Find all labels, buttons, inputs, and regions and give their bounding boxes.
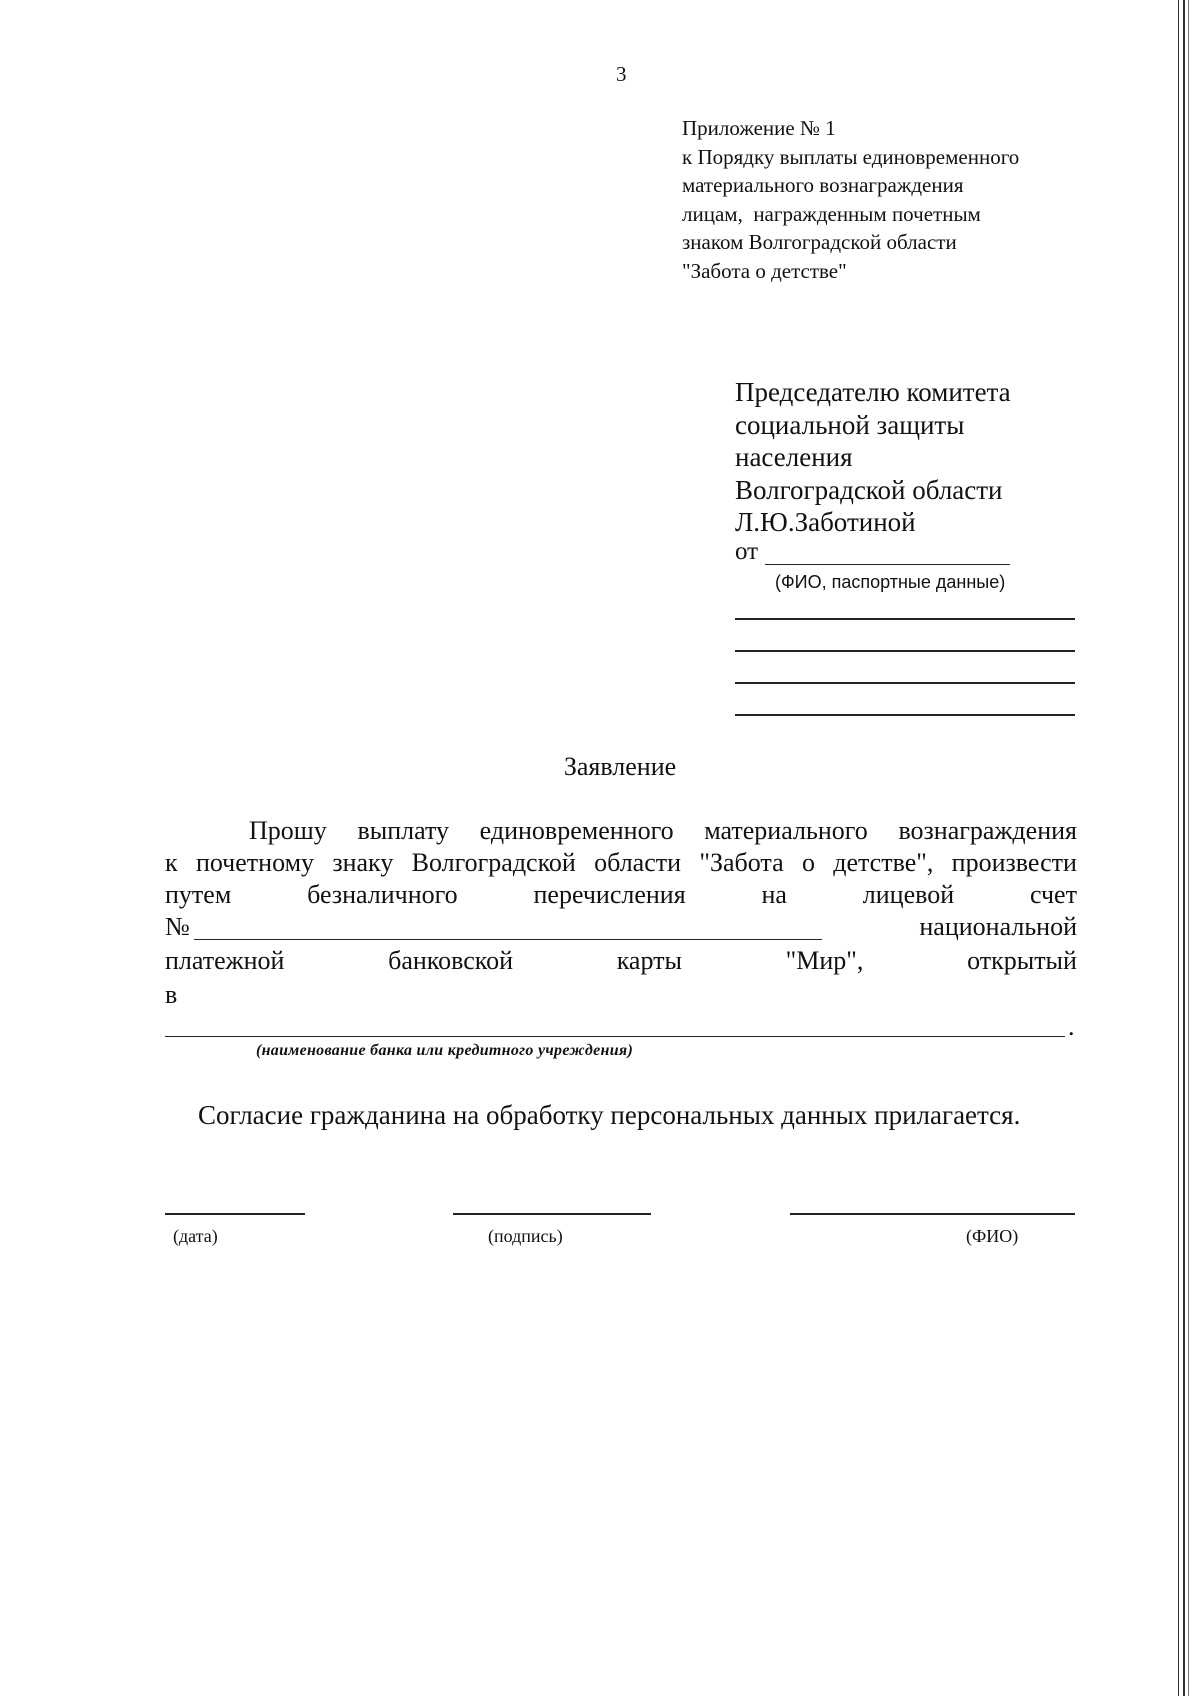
body-line-1 (249, 816, 1077, 846)
document-title: Заявление (563, 752, 677, 781)
body-word: открытый (967, 946, 1077, 975)
body-word: о (801, 848, 815, 877)
account-number-field-line[interactable] (194, 939, 822, 940)
sentence-period: . (1068, 1012, 1075, 1041)
scan-edge-line (1183, 0, 1185, 1696)
body-word: области (594, 848, 682, 877)
body-word: Волгоградской (411, 848, 576, 877)
addressee-line: Л.Ю.Заботиной (735, 507, 916, 537)
annex-line: Приложение № 1 (682, 116, 836, 140)
body-line-2 (165, 848, 1077, 878)
body-word: лицевой (862, 880, 955, 909)
applicant-fio-caption: (ФИО, паспортные данные) (775, 572, 1006, 592)
signature-field-line[interactable] (453, 1213, 651, 1215)
body-word: Прошу (249, 816, 327, 845)
applicant-details-line-4[interactable] (735, 714, 1075, 716)
body-word: карты (616, 946, 682, 975)
date-caption: (дата) (173, 1226, 218, 1246)
account-number-sign: № (165, 912, 190, 941)
body-line-5 (165, 946, 1077, 976)
addressee-block (735, 376, 1011, 539)
annex-line: материального вознаграждения (682, 173, 964, 197)
body-word: детстве", (833, 848, 934, 877)
body-word: вознаграждения (898, 816, 1077, 845)
applicant-details-line-1[interactable] (735, 618, 1075, 620)
annex-line: лицам, награжденным почетным (682, 201, 981, 226)
scan-edge-line (1178, 0, 1179, 1696)
body-word: выплату (357, 816, 449, 845)
consent-statement: Согласие гражданина на обработку персональных данных прилагается. (198, 1100, 1021, 1130)
body-word: "Мир", (785, 946, 864, 975)
body-word: произвести (951, 848, 1077, 877)
applicant-name-field-line[interactable] (765, 564, 1010, 565)
from-label: от (735, 538, 759, 565)
applicant-details-line-2[interactable] (735, 650, 1075, 652)
body-word: путем (165, 880, 232, 909)
body-word: платежной (165, 946, 285, 975)
body-word: материального (704, 816, 868, 845)
annex-header (682, 114, 1019, 285)
bank-name-field-line[interactable] (165, 1036, 1065, 1037)
addressee-line: Волгоградской области (735, 474, 1003, 505)
annex-line: "Забота о детстве" (682, 258, 847, 283)
body-word: к (165, 848, 178, 877)
body-word: счет (1029, 880, 1077, 909)
name-caption: (ФИО) (966, 1226, 1019, 1246)
body-line-3 (165, 880, 1077, 910)
body-word: национальной (919, 912, 1077, 941)
addressee-line: Председателю комитета (735, 377, 1011, 407)
body-word: на (761, 880, 787, 909)
body-word: единовременного (479, 816, 674, 845)
body-word: безналичного (307, 880, 458, 909)
name-field-line[interactable] (790, 1213, 1075, 1215)
body-word: "Забота (699, 848, 784, 877)
date-field-line[interactable] (165, 1213, 305, 1215)
addressee-line: социальной защиты (735, 409, 965, 440)
annex-line: знаком Волгоградской области (682, 230, 957, 254)
scan-edge-line (1188, 0, 1189, 1696)
bank-name-caption: (наименование банка или кредитного учреждения) (256, 1042, 634, 1059)
body-word: почетному (195, 848, 315, 877)
annex-line: к Порядку выплаты единовременного (682, 144, 1020, 169)
addressee-line: населения (735, 442, 853, 472)
body-word: знаку (332, 848, 394, 877)
body-word: банковской (388, 946, 514, 975)
page-number: 3 (616, 62, 627, 86)
body-word: перечисления (533, 880, 686, 909)
signature-caption: (подпись) (488, 1226, 563, 1246)
body-word: в (165, 980, 178, 1009)
applicant-details-line-3[interactable] (735, 682, 1075, 684)
